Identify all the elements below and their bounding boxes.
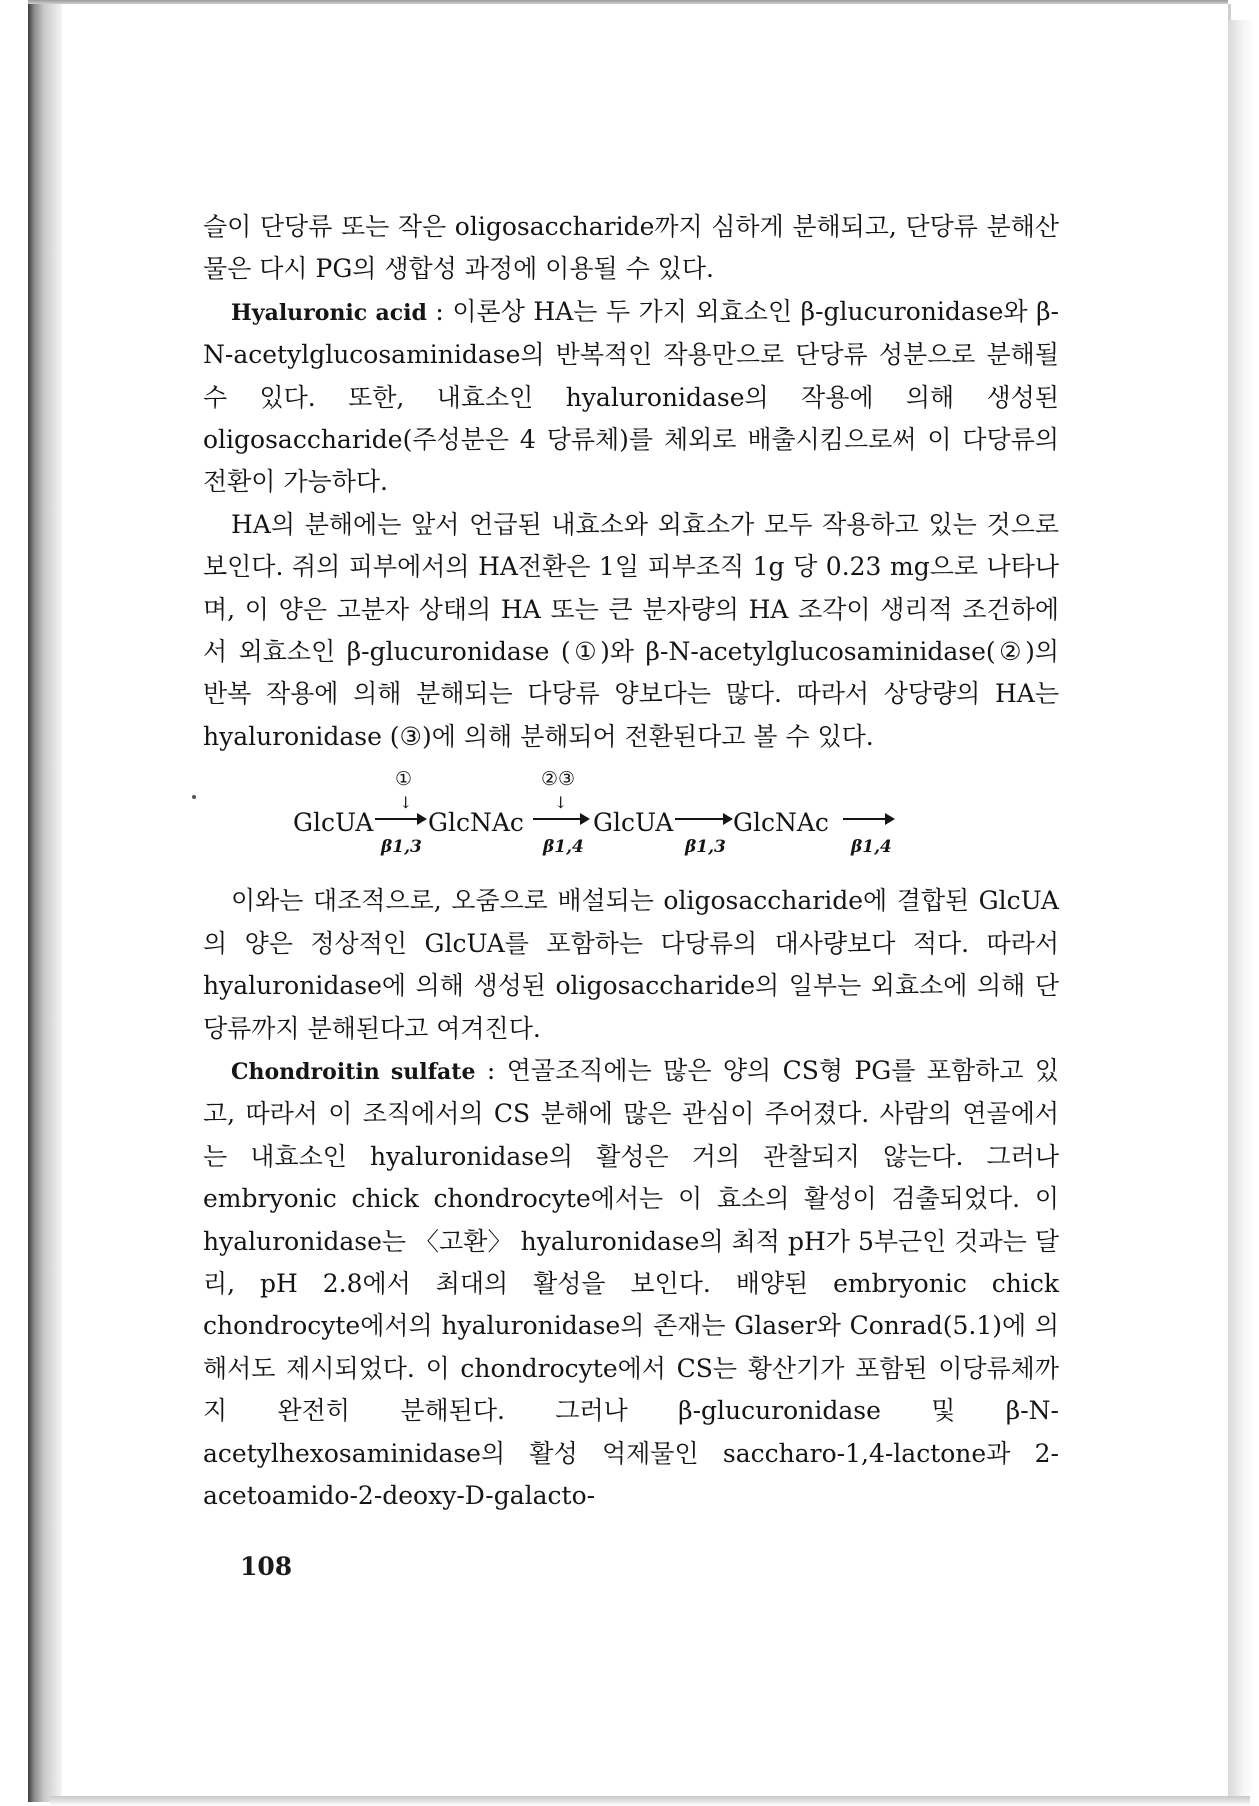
paragraph-hyaluronic-acid-body: : 이론상 HA는 두 가지 외효소인 β-glucuronidase와 β-N-acetylglucosaminidase의 반복적인 작용만으로 단당류 성분으로 분해될 수 있다. 또한, 내효소인 hyaluronidase의 작용에 의해 생성된 oligosaccharide(주성분은 4 당류체)를 체외로 배출시킴으로써 이 다당류의 전환이 가능하다.	[203, 296, 1059, 497]
page-number: 108	[240, 1552, 293, 1581]
enzyme-label-1: ①	[395, 768, 413, 791]
formula-arrow-4	[843, 818, 893, 820]
body-text	[203, 206, 1059, 1517]
page-shadow-bottom	[50, 1796, 1250, 1806]
term-chondroitin-sulfate: Chondroitin sulfate	[231, 1058, 476, 1085]
degradation-scheme	[203, 758, 1059, 880]
paragraph-urinary-oligosaccharide: 이와는 대조적으로, 오줌으로 배설되는 oligosaccharide에 결합된 GlcUA의 양은 정상적인 GlcUA를 포함하는 다당류의 대사량보다 적다. 따라서 hyaluronidase에 의해 생성된 oligosaccharide의 일부는 외효소에 의해 단당류까지 분해된다고 여겨진다.	[203, 886, 1059, 1043]
book-spine-edge	[28, 4, 62, 1802]
formula-glcua-1: GlcUA	[293, 808, 374, 838]
linkage-label-4: β1,4	[851, 837, 892, 858]
page-shadow-right	[1228, 20, 1254, 1806]
formula-arrow-3	[675, 818, 731, 820]
formula-glcua-2: GlcUA	[593, 808, 674, 838]
linkage-label-2: β1,4	[543, 837, 584, 858]
enzyme-label-2-3: ②③	[541, 768, 576, 791]
paragraph-chondroitin-sulfate-body: : 연골조직에는 많은 양의 CS형 PG를 포함하고 있고, 따라서 이 조직에서의 CS 분해에 많은 관심이 주어졌다. 사람의 연골에서는 내효소인 hyaluronidase의 활성은 거의 관찰되지 않는다. 그러나 embryonic chick chondrocyte에서는 이 효소의 활성이 검출되었다. 이 hyaluronidase는 〈고환〉 hyaluronidase의 최적 pH가 5부근인 것과는 달리, pH 2.8에서 최대의 활성을 보인다. 배양된 embryonic chick chondrocyte에서의 hyaluronidase의 존재는 Glaser와 Conrad(5.1)에 의해서도 제시되었다. 이 chondrocyte에서 CS는 황산기가 포함된 이당류체까지 완전히 분해된다. 그러나 β-glucuronidase 및 β-N-acetylhexosaminidase의 활성 억제물인 saccharo-1,4-lactone과 2-acetoamido-2-deoxy-D-galacto-	[203, 1055, 1059, 1510]
linkage-label-3: β1,3	[685, 837, 726, 858]
margin-mark	[192, 795, 196, 799]
paragraph-ha-degradation: HA의 분해에는 앞서 언급된 내효소와 외효소가 모두 작용하고 있는 것으로 보인다. 쥐의 피부에서의 HA전환은 1일 피부조직 1g 당 0.23 mg으로 나타나며, 이 양은 고분자 상태의 HA 또는 큰 분자량의 HA 조각이 생리적 조건하에서 외효소인 β-glucuronidase (①)와 β-N-acetylglucosaminidase(②)의 반복 작용에 의해 분해되는 다당류 양보다는 많다. 따라서 상당량의 HA는 hyaluronidase (③)에 의해 분해되어 전환된다고 볼 수 있다.	[203, 509, 1059, 751]
formula-arrow-2	[533, 818, 588, 820]
formula-glcnac-1: GlcNAc	[428, 808, 524, 838]
paragraph-continuation: 슬이 단당류 또는 작은 oligosaccharide까지 심하게 분해되고, 단당류 분해산물은 다시 PG의 생합성 과정에 이용될 수 있다.	[203, 212, 1059, 284]
formula-arrow-1	[375, 818, 425, 820]
paragraph-chondroitin-sulfate	[203, 1050, 1059, 1517]
term-hyaluronic-acid: Hyaluronic acid	[231, 299, 427, 326]
down-arrow-2: ↓	[554, 793, 568, 813]
down-arrow-1: ↓	[399, 793, 413, 813]
linkage-label-1: β1,3	[381, 837, 422, 858]
formula-glcnac-2: GlcNAc	[733, 808, 829, 838]
paragraph-hyaluronic-acid	[203, 291, 1059, 504]
